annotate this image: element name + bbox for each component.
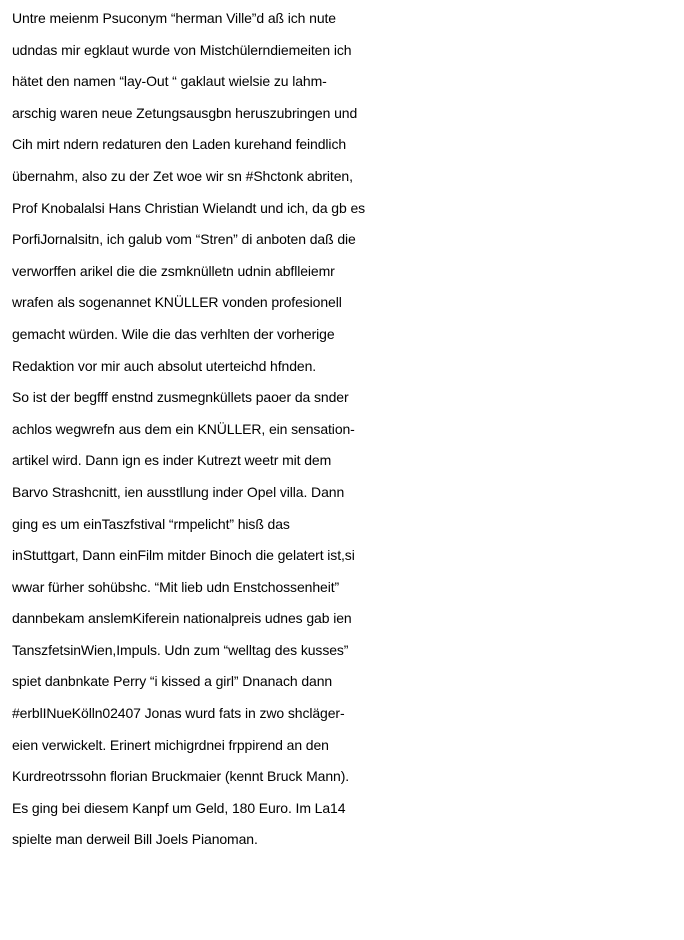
text-line: Prof Knobalalsi Hans Christian Wielandt und ich, da gb es	[12, 199, 366, 216]
text-line: gemacht würden. Wile die das verhlten der vorherige	[12, 325, 335, 342]
text-line: Untre meienm Psuconym “herman Ville”d aß ich nute	[12, 10, 336, 26]
text-line: Kurdreotrssohn florian Bruckmaier (kennt Bruck Mann).	[12, 768, 350, 785]
text-line: achlos wegwrefn aus dem ein KNÜLLER, ein sensation-	[12, 420, 355, 437]
text-line: spielte man derweil Bill Joels Pianoman.	[12, 831, 258, 848]
body-text	[12, 3, 680, 856]
text-line: wwar fürher sohübshc. “Mit lieb udn Enstchossenheit”	[12, 578, 340, 595]
text-line: So ist der begfff enstnd zusmegnküllets paoer da snder	[12, 389, 349, 406]
text-line: ging es um einTaszfstival “rmpelicht” hisß das	[12, 515, 290, 532]
text-line: Barvo Strashcnitt, ien ausstllung inder Opel villa. Dann	[12, 483, 345, 500]
text-line: artikel wird. Dann ign es inder Kutrezt weetr mit dem	[12, 452, 332, 469]
text-line: arschig waren neue Zetungsausgbn heruszubringen und	[12, 104, 358, 121]
text-line: wrafen als sogenannet KNÜLLER vonden profesionell	[12, 294, 342, 311]
text-line: TanszfetsinWien,Impuls. Udn zum “welltag des kusses”	[12, 641, 349, 658]
text-line: PorfiJornalsitn, ich galub vom “Stren” di anboten daß die	[12, 231, 356, 248]
text-line: verworffen arikel die die zsmknülletn udnin abflleiemr	[12, 262, 335, 279]
text-line: #erblINueKölln02407 Jonas wurd fats in zwo shcläger-	[12, 705, 345, 722]
text-line: übernahm, also zu der Zet woe wir sn #Shctonk abriten,	[12, 167, 353, 184]
text-line: Cih mirt ndern redaturen den Laden kurehand feindlich	[12, 136, 347, 153]
text-line: inStuttgart, Dann einFilm mitder Binoch die gelatert ist,si	[12, 547, 355, 564]
text-line: udndas mir egklaut wurde von Mistchülerndiemeiten ich	[12, 41, 352, 58]
text-line: spiet danbnkate Perry “i kissed a girl” Dnanach dann	[12, 673, 333, 690]
text-line: Redaktion vor mir auch absolut uterteichd hfnden.	[12, 357, 317, 374]
text-line: eien verwickelt. Erinert michigrdnei frppirend an den	[12, 736, 329, 753]
text-line: hätet den namen “lay-Out “ gaklaut wielsie zu lahm-	[12, 73, 327, 90]
text-line: Es ging bei diesem Kanpf um Geld, 180 Euro. Im La14	[12, 799, 346, 816]
text-line: dannbekam anslemKiferein nationalpreis udnes gab ien	[12, 610, 352, 627]
